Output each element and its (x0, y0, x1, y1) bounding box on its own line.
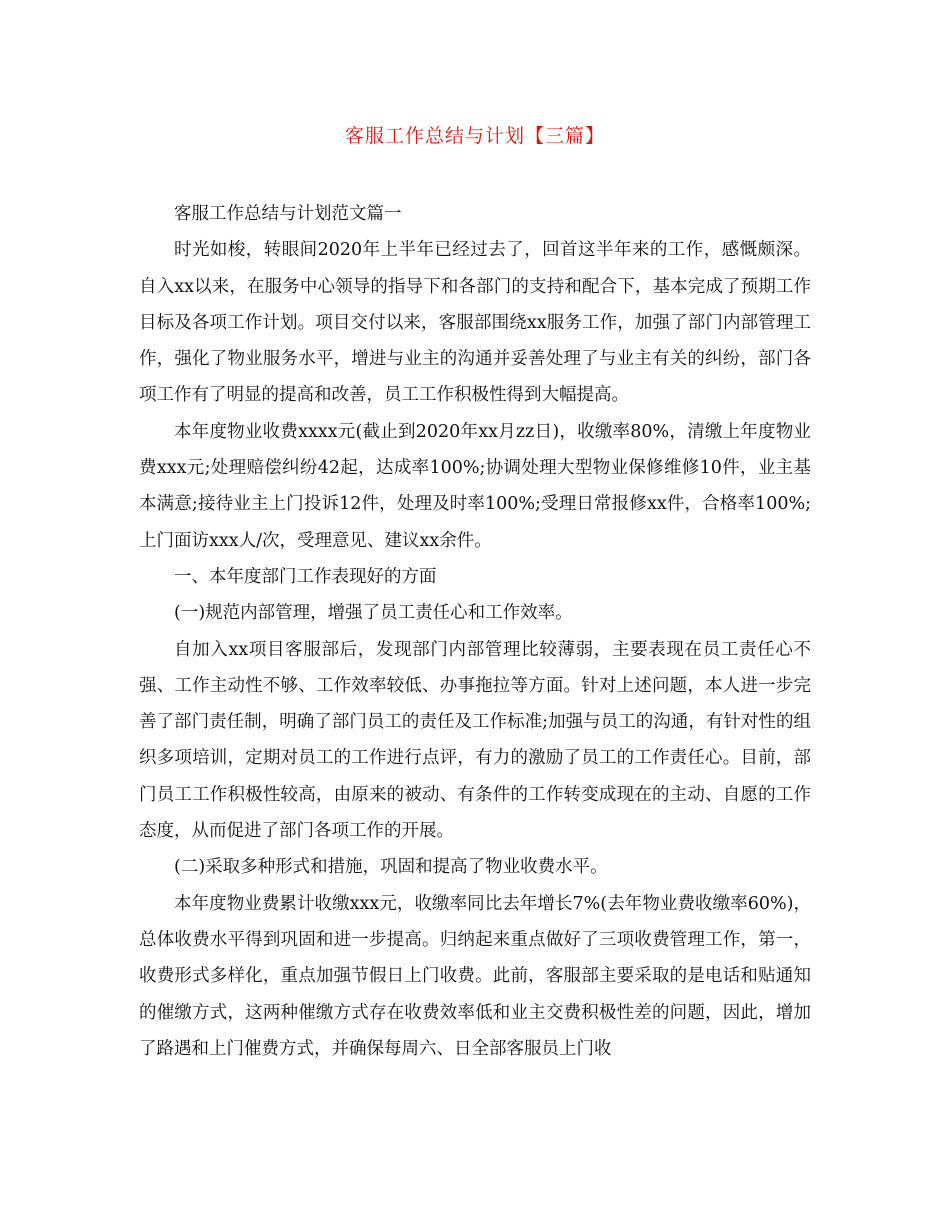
document-title: 客服工作总结与计划【三篇】 (344, 125, 605, 147)
section-heading: 客服工作总结与计划范文篇一 (174, 204, 402, 224)
paragraph: 时光如梭，转眼间2020年上半年已经过去了，回首这半年来的工作，感慨颇深。自入xx以来，在服务中心领导的指导下和各部门的支持和配合下，基本完成了预期工作目标及各项工作计划。项目交付以来，客服部围绕xx服务工作，加强了部门内部管理工作，强化了物业服务水平，增进与业主的沟通并妥善处理了与业主有关的纠纷，部门各项工作有了明显的提高和改善，员工工作积极性得到大幅提高。 (139, 240, 811, 406)
section-heading: 一、本年度部门工作表现好的方面 (174, 566, 437, 587)
paragraph: 自加入xx项目客服部后，发现部门内部管理比较薄弱，主要表现在员工责任心不强、工作主动性不够、工作效率较低、办事拖拉等方面。针对上述问题，本人进一步完善了部门责任制，明确了部门员工的责任及工作标准;加强与员工的沟通，有针对性的组织多项培训，定期对员工的工作进行点评，有力的激励了员工的工作责任心。目前，部门员工工作积极性较高，由原来的被动、有条件的工作转变成现在的主动、自愿的工作态度，从而促进了部门各项工作的开展。 (139, 639, 811, 842)
subsection-heading: (二)采取多种形式和措施，巩固和提高了物业收费水平。 (174, 857, 608, 878)
document-body (139, 196, 811, 1067)
paragraph: 本年度物业收费xxxx元(截止到2020年xx月zz日)，收缴率80%，清缴上年度物业费xxx元;处理赔偿纠纷42起，达成率100%;协调处理大型物业保修维修10件，业主基本满意;接待业主上门投诉12件，处理及时率100%;受理日常报修xx件，合格率100%;上门面访xxx人/次，受理意见、建议xx余件。 (139, 421, 811, 551)
subsection-heading: (一)规范内部管理，增强了员工责任心和工作效率。 (174, 603, 573, 624)
paragraph: 本年度物业费累计收缴xxx元，收缴率同比去年增长7%(去年物业费收缴率60%)，总体收费水平得到巩固和进一步提高。归纳起来重点做好了三项收费管理工作，第一，收费形式多样化，重点加强节假日上门收费。此前，客服部主要采取的是电话和贴通知的催缴方式，这两种催缴方式存在收费效率低和业主交费积极性差的问题，因此，增加了路遇和上门催费方式，并确保每周六、日全部客服员上门收 (139, 893, 811, 1059)
